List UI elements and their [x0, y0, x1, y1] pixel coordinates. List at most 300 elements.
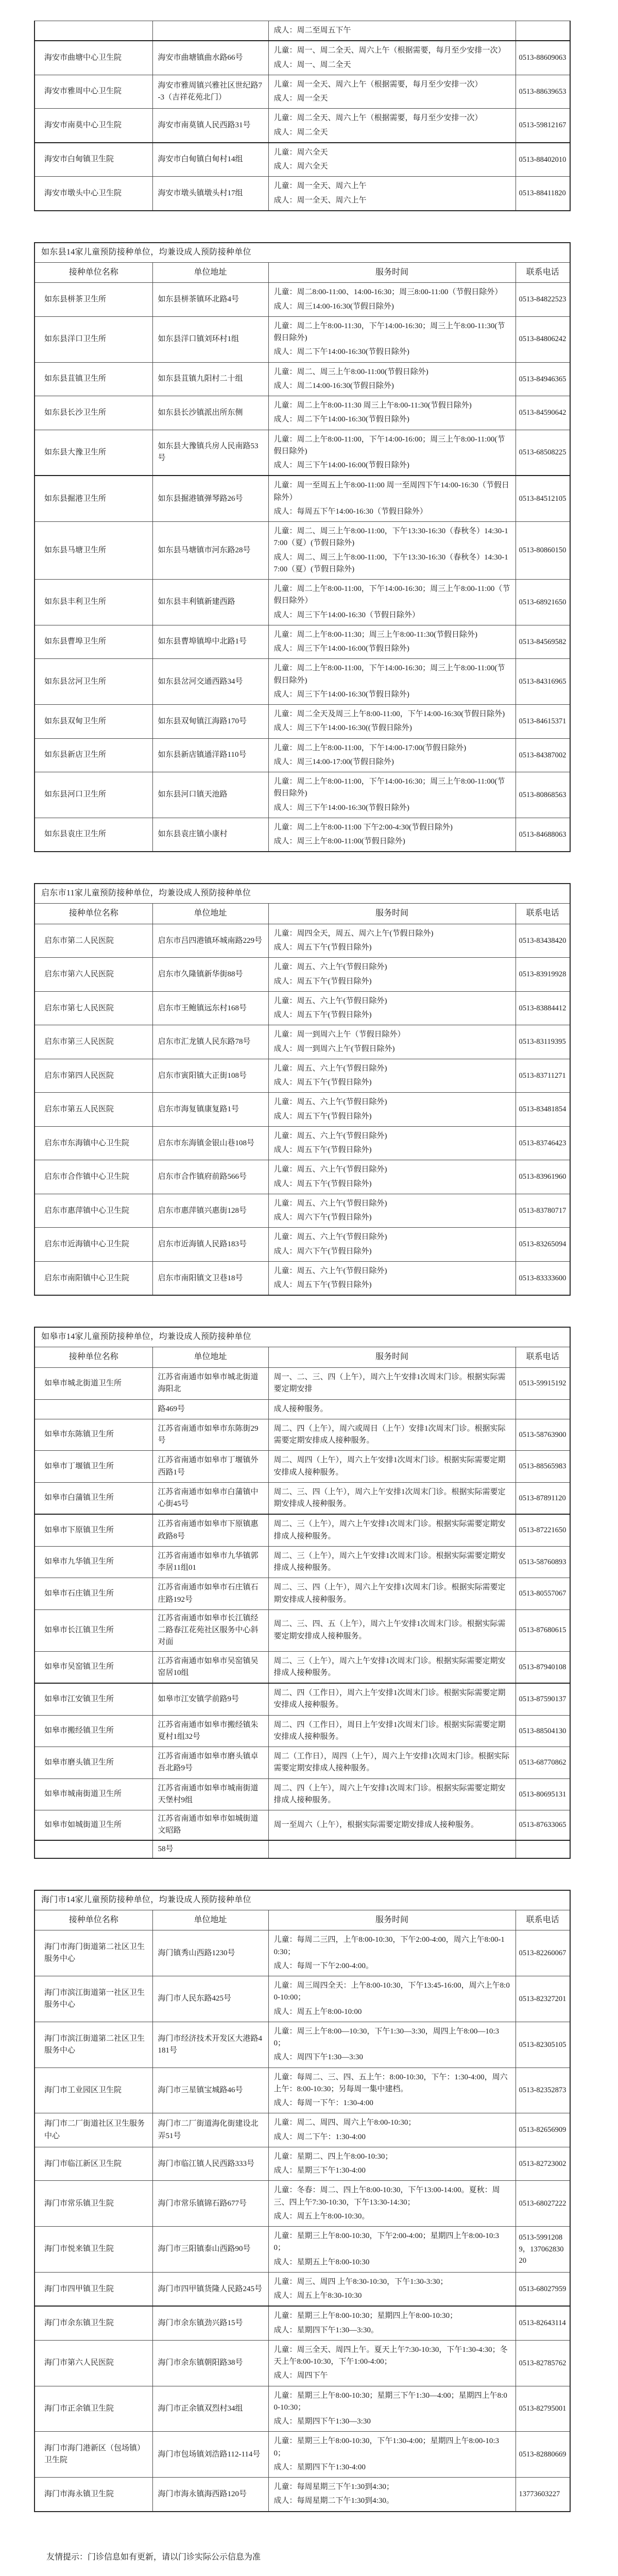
- table-row: [35, 177, 570, 211]
- service-time-line: 儿童：周五、六上午(节假日除外): [273, 1199, 387, 1208]
- unit-address-cell: 启东市东海镇金银山巷108号: [152, 1126, 268, 1160]
- unit-name-cell: 海安市墩头中心卫生院: [35, 177, 152, 211]
- service-time-line: 成人：周四下午: [273, 2371, 328, 2380]
- service-time-line: 儿童：星期二、四上午8:00-10:30；: [273, 2152, 393, 2161]
- service-time-line: 成人：周二下午14:00-16:30(节假日除外): [273, 348, 409, 357]
- service-time-cell: [268, 1683, 516, 1715]
- tables-root: [34, 21, 618, 2512]
- unit-address-cell: 路469号: [152, 1399, 268, 1419]
- service-time-line: 儿童：周六全天: [273, 148, 328, 157]
- unit-address-cell: 江苏省南通市如皋市如城街道文昭路: [152, 1810, 268, 1840]
- contact-phone-cell: 0513-87940108: [516, 1651, 570, 1683]
- service-time-cell: [268, 109, 516, 143]
- table-row: [35, 1651, 570, 1683]
- unit-address-cell: 启东市惠萍镇兴惠街128号: [152, 1194, 268, 1228]
- service-time-line: 周一、二、三、四（上午），周六上午安排1次周末门诊。根据实际需要定期安排: [273, 1373, 506, 1394]
- service-time-line: 儿童：周三、周四 上午8:30-10:30，下午1:30-3:30；: [273, 2277, 448, 2286]
- service-time-line: 儿童：周五、六上午(节假日除外): [273, 1266, 387, 1275]
- service-time-cell: [268, 1451, 516, 1483]
- service-time-line: 成人：星期四下午1:30—3:30: [273, 2417, 371, 2426]
- service-time-line: 周二、四（工作日），周六上午安排1次周末门诊。根据实际需要定期安排成人接种服务。: [273, 1689, 506, 1709]
- table-row: [35, 580, 570, 625]
- table-row: [35, 772, 570, 818]
- table-row: [35, 2227, 570, 2273]
- service-time-line: 成人：周三下午14:00-16:30((节假日除外): [273, 724, 412, 733]
- vaccination-table-rudong: [34, 242, 571, 853]
- column-header-address: 单位地址: [152, 1347, 268, 1368]
- contact-phone-cell: 0513-88609063: [516, 41, 570, 75]
- unit-name-cell: 海安市雅周中心卫生院: [35, 75, 152, 109]
- service-time-cell: [268, 2227, 516, 2273]
- unit-name-cell: 海安市曲塘中心卫生院: [35, 41, 152, 75]
- service-time-line: 儿童：周五、六上午(节假日除外): [273, 1064, 387, 1073]
- table-row: [35, 2306, 570, 2340]
- unit-address-cell: 如东县河口镇天池路: [152, 772, 268, 818]
- service-time-line: 儿童：星期三上午8:00-10:30，下午2:00-4:00；星期四上午8:00-10:30；: [273, 2232, 499, 2252]
- service-time-cell: [268, 75, 516, 109]
- service-time-line: 儿童：周二8:00-11:00、14:00-16:30；周三8:00-11:00（节假日除外）: [273, 288, 503, 297]
- service-time-cell: [268, 705, 516, 739]
- column-header-name: 接种单位名称: [35, 1347, 152, 1368]
- service-time-line: 儿童：每周二三四，上午8:00-10:30，下午2:00-4:00，周六上午8:00-10:30；: [273, 1936, 505, 1956]
- service-time-line: 儿童：周二全天及周三上午8:00-11:00，下午14:00-16:30(节假日除外): [273, 710, 505, 719]
- contact-phone-cell: 0513-82723002: [516, 2147, 570, 2181]
- unit-address-cell: 海安市南莫镇人民西路31号: [152, 109, 268, 143]
- unit-name-cell: 如皋市石庄镇卫生所: [35, 1578, 152, 1610]
- service-time-line: 成人：周五上午8:00-10:30。: [273, 2212, 370, 2221]
- service-time-line: 儿童：周三周四全天：上午8:00-10:30，下午13:45-16:00，周六上午8:00-10:00；: [273, 1981, 510, 2002]
- unit-name-cell: 如皋市江安镇卫生所: [35, 1683, 152, 1715]
- unit-address-cell: 启东市寅阳镇大正街108号: [152, 1059, 268, 1093]
- table-row: [35, 1778, 570, 1810]
- unit-address-cell: [152, 21, 268, 41]
- unit-address-cell: 江苏省南通市如皋市城南街道天堡村9组: [152, 1778, 268, 1810]
- unit-address-cell: 如东县新店镇通洋路110号: [152, 738, 268, 772]
- service-time-line: 成人：周五下午(节假日除外): [273, 1078, 372, 1087]
- contact-phone-cell: 0513-80695131: [516, 1778, 570, 1810]
- unit-name-cell: 海安市南莫中心卫生院: [35, 109, 152, 143]
- contact-phone-cell: 0513-82260067: [516, 1930, 570, 1976]
- contact-phone-cell: 0513-59915192: [516, 1368, 570, 1400]
- unit-name-cell: 如皋市城南街道卫生所: [35, 1778, 152, 1810]
- section-title: 如东县14家儿童预防接种单位，均兼设成人预防接种单位: [35, 243, 570, 262]
- unit-address-cell: 如东县大豫镇兵房人民南路53号: [152, 430, 268, 476]
- service-time-line: 儿童：周二、周三上午8:00-11:00，下午13:30-16:30（春秋冬）14:30-17:00（夏）(节假日除外): [273, 527, 508, 548]
- unit-address-cell: 如东县马塘镇市河东路28号: [152, 522, 268, 580]
- unit-address-cell: 海门市包场镇刘浩路112-114号: [152, 2432, 268, 2478]
- service-time-cell: [268, 1810, 516, 1840]
- contact-phone-cell: 0513-82795001: [516, 2386, 570, 2432]
- table-row: [35, 2272, 570, 2306]
- column-header-name: 接种单位名称: [35, 262, 152, 283]
- table-row: [35, 2181, 570, 2227]
- unit-name-cell: 如东县曹埠卫生所: [35, 625, 152, 659]
- service-time-cell: [268, 2067, 516, 2113]
- service-time-cell: [268, 1482, 516, 1514]
- section-title: 启东市11家儿童预防接种单位，均兼设成人预防接种单位: [35, 884, 570, 903]
- contact-phone-cell: 0513-82785762: [516, 2340, 570, 2386]
- service-time-line: 周一至周六（上午），根据实际需要定期安排成人接种服务。: [273, 1820, 479, 1829]
- unit-address-cell: 江苏省南通市如皋市城北街道海阳北: [152, 1368, 268, 1400]
- service-time-line: 成人：每周一下午2:00-4:00。: [273, 1961, 373, 1970]
- service-time-cell: [268, 1930, 516, 1976]
- contact-phone-cell: 0513-88639653: [516, 75, 570, 109]
- unit-address-cell: 江苏省南通市如皋市搬经镇朱夏村1组32号: [152, 1715, 268, 1747]
- service-time-line: 成人：周二14:00-16:30(节假日除外): [273, 381, 394, 390]
- service-time-cell: [268, 2272, 516, 2306]
- unit-address-cell: 如东县曹埠镇埠中北路1号: [152, 625, 268, 659]
- unit-name-cell: 海门市海门街道第二社区卫生服务中心: [35, 1930, 152, 1976]
- service-time-line: 成人：每周星期二下午1:30到4:30。: [273, 2497, 394, 2505]
- unit-name-cell: 如皋市长江镇卫生所: [35, 1609, 152, 1651]
- unit-address-cell: 如东县洋口镇刘环村1组: [152, 316, 268, 362]
- service-time-cell: [268, 1399, 516, 1419]
- service-time-cell: [268, 21, 516, 41]
- service-time-line: 周二、三（上午），周六上午安排1次周末门诊。根据实际需要定期安排成人接种服务。: [273, 1551, 506, 1572]
- contact-phone-cell: [516, 1399, 570, 1419]
- service-time-cell: [268, 396, 516, 430]
- unit-name-cell: 如东县双甸卫生所: [35, 705, 152, 739]
- service-time-line: 儿童：周一、周二全天、周六上午（根据需要，每月至少安排一次）: [273, 46, 506, 55]
- column-header-address: 单位地址: [152, 904, 268, 924]
- column-header-name: 接种单位名称: [35, 1910, 152, 1930]
- unit-address-cell: 海安市白甸镇白甸村14组: [152, 143, 268, 177]
- service-time-line: 成人：星期四下午1:30—3:30。: [273, 2326, 379, 2334]
- service-time-line: 儿童：星期三上午8:00-10:30；星期三下午1:30—4:00；星期四上午8:00-10:30；: [273, 2391, 507, 2412]
- table-row: [35, 1126, 570, 1160]
- service-time-line: 周二、三、四、五（上午），周六上午安排1次周末门诊。根据实际需要定期安排成人接种服务。: [273, 1620, 506, 1640]
- service-time-cell: [268, 177, 516, 211]
- unit-name-cell: 启东市近海镇中心卫生院: [35, 1228, 152, 1262]
- unit-name-cell: 海门市余东镇卫生院: [35, 2306, 152, 2340]
- table-row: [35, 2022, 570, 2067]
- service-time-cell: [268, 1160, 516, 1194]
- service-time-cell: [268, 1747, 516, 1779]
- service-time-line: 成人：周六下午(节假日除外): [273, 1213, 372, 1222]
- column-header-address: 单位地址: [152, 1910, 268, 1930]
- column-header-time: 服务时间: [268, 904, 516, 924]
- unit-address-cell: 海门市四甲镇货隆人民路245号: [152, 2272, 268, 2306]
- contact-phone-cell: 0513-83780717: [516, 1194, 570, 1228]
- unit-name-cell: 如东县袁庄卫生所: [35, 818, 152, 852]
- unit-address-cell: 58号: [152, 1840, 268, 1858]
- service-time-line: 儿童：星期三上午8:00-10:30；星期四上午8:00-10:30；: [273, 2312, 458, 2320]
- vaccination-table-haian: [34, 21, 571, 211]
- contact-phone-cell: 0513-84615371: [516, 705, 570, 739]
- unit-name-cell: 如东县苴镇卫生所: [35, 362, 152, 396]
- unit-name-cell: 海门市常乐镇卫生院: [35, 2181, 152, 2227]
- service-time-line: 成人：周二下午14:00-16:30(节假日除外): [273, 415, 409, 424]
- service-time-cell: [268, 1578, 516, 1610]
- unit-name-cell: 启东市惠萍镇中心卫生院: [35, 1194, 152, 1228]
- contact-phone-cell: 0513-87590137: [516, 1683, 570, 1715]
- service-time-cell: [268, 143, 516, 177]
- unit-address-cell: 江苏省南通市如皋市吴窑镇吴窑居10组: [152, 1651, 268, 1683]
- unit-name-cell: 海门市工业园区卫生院: [35, 2067, 152, 2113]
- unit-name-cell: 启东市合作镇中心卫生院: [35, 1160, 152, 1194]
- service-time-line: 周二、三（上午），周六上午安排1次周末门诊。根据实际需要定期安排成人接种服务。: [273, 1520, 506, 1540]
- table-row: [35, 958, 570, 992]
- table-row: [35, 738, 570, 772]
- contact-phone-cell: 0513-59812167: [516, 109, 570, 143]
- unit-address-cell: 如东县岔河交通西路34号: [152, 659, 268, 705]
- table-row: [35, 362, 570, 396]
- service-time-cell: [268, 522, 516, 580]
- contact-phone-cell: 0513-83481854: [516, 1093, 570, 1127]
- service-time-line: 成人：星期四下午1:30-4:00: [273, 2463, 366, 2471]
- contact-phone-cell: 0513-82327201: [516, 1976, 570, 2022]
- service-time-cell: [268, 1368, 516, 1400]
- unit-address-cell: 如东县栟茶镇环北路4号: [152, 283, 268, 317]
- service-time-line: 成人：周五下午(节假日除外): [273, 1281, 372, 1290]
- table-row: [35, 1025, 570, 1059]
- column-header-phone: 联系电话: [516, 1347, 570, 1368]
- service-time-line: 成人：周二全天: [273, 128, 328, 137]
- unit-address-cell: 海门市二厂街道海化街建设北弄51号: [152, 2113, 268, 2147]
- service-time-line: 成人：周五下午(节假日除外): [273, 1011, 372, 1020]
- service-time-line: 成人：周三下午14:00-16:00(节假日除外): [273, 461, 409, 470]
- unit-name-cell: 启东市第六人民医院: [35, 958, 152, 992]
- service-time-line: 儿童：周一全天、周六上午: [273, 182, 367, 191]
- service-time-line: 儿童：周二上午8:00-11:00，下午14:00-16:30；周三上午8:00-11:00（节假日除外）: [273, 585, 510, 605]
- contact-phone-cell: [516, 21, 570, 41]
- contact-phone-cell: 0513-82643114: [516, 2306, 570, 2340]
- unit-address-cell: 海门市余东镇劲兴路15号: [152, 2306, 268, 2340]
- service-time-cell: [268, 1194, 516, 1228]
- unit-address-cell: 江苏省南通市如皋市长江镇经二路春江花苑社区服务中心斜对面: [152, 1609, 268, 1651]
- contact-phone-cell: 0513-87891120: [516, 1482, 570, 1514]
- service-time-line: [274, 1848, 510, 1850]
- service-time-line: 成人：周三上午8:00-11:00(节假日除外): [273, 837, 405, 846]
- service-time-cell: [268, 2113, 516, 2147]
- contact-phone-cell: 0513-83919928: [516, 958, 570, 992]
- service-time-line: 成人：周一全天、周六上午: [273, 196, 367, 205]
- service-time-line: 儿童：周五、六上午(节假日除外): [273, 963, 387, 972]
- service-time-line: 成人：周二、周三上午8:00-11:00，下午13:30-16:30（春秋冬）14:30-17:00（夏）(节假日除外): [273, 553, 508, 573]
- unit-name-cell: 海门市正余镇卫生院: [35, 2386, 152, 2432]
- column-header-phone: 联系电话: [516, 904, 570, 924]
- service-time-cell: [268, 1093, 516, 1127]
- contact-phone-cell: 0513-80860150: [516, 522, 570, 580]
- contact-phone-cell: 13773603227: [516, 2478, 570, 2512]
- service-time-cell: [268, 1976, 516, 2022]
- table-row: [35, 2067, 570, 2113]
- table-row: [35, 143, 570, 177]
- service-time-line: 成人：周三下午14:00-16:30(节假日除外): [273, 690, 409, 699]
- unit-name-cell: 海门市四甲镇卫生院: [35, 2272, 152, 2306]
- contact-phone-cell: 0513-83333600: [516, 1261, 570, 1295]
- unit-address-cell: 江苏省南通市如皋市磨头镇卓吾北路9号: [152, 1747, 268, 1779]
- service-time-line: 儿童：周一至周五上午8:00-11:00 周一至周四下午14:00-16:30（节假日除外）: [273, 481, 509, 502]
- service-time-line: 周二、三、四（上午），周六上午安排1次周末门诊。根据实际需要定期安排成人接种服务。: [273, 1583, 506, 1604]
- service-time-line: 成人：每周一下午：1:30-4:00: [273, 2099, 373, 2108]
- service-time-line: 儿童：星期三上午8:00-10:30，下午1:30-4:00；星期四上午8:00-10:30；: [273, 2437, 499, 2458]
- service-time-line: 儿童：周二上午8:00-11:00，下午14:00-17:00(节假日除外): [273, 743, 467, 752]
- table-row: [35, 2340, 570, 2386]
- service-time-line: 周二、三（上午），周六上午安排1次周末门诊。根据实际需要定期安排成人接种服务。: [273, 1656, 506, 1677]
- service-time-cell: [268, 283, 516, 317]
- service-time-line: 儿童：周五、六上午(节假日除外): [273, 1131, 387, 1140]
- unit-address-cell: 启东市吕四港镇环城南路229号: [152, 924, 268, 958]
- service-time-line: 儿童：周二、周四、周六上午8:00-10:30；: [273, 2119, 416, 2127]
- service-time-cell: [268, 738, 516, 772]
- contact-phone-cell: 0513-88402010: [516, 143, 570, 177]
- service-time-line: 成人：周五上午8:00-10:00: [273, 2007, 362, 2016]
- unit-address-cell: 如皋市江安镇学前路9号: [152, 1683, 268, 1715]
- service-time-cell: [268, 1546, 516, 1578]
- column-header-phone: 联系电话: [516, 1910, 570, 1930]
- contact-phone-cell: 0513-80557067: [516, 1578, 570, 1610]
- service-time-line: 成人：周三下午14:00-16:30（节假日除外）: [273, 611, 420, 619]
- contact-phone-cell: 0513-82656909: [516, 2113, 570, 2147]
- unit-name-cell: 如皋市如城街道卫生所: [35, 1810, 152, 1840]
- contact-phone-cell: 0513-83711271: [516, 1059, 570, 1093]
- table-row: [35, 1261, 570, 1295]
- unit-address-cell: 海安市雅周镇兴雅社区世纪路7-3（吉祥花苑北门）: [152, 75, 268, 109]
- unit-address-cell: 如东县袁庄镇小康村: [152, 818, 268, 852]
- service-time-line: 儿童：周二上午8:00-11:30 周三上午8:00-11:30(节假日除外): [273, 401, 472, 410]
- unit-name-cell: 如东县大豫卫生所: [35, 430, 152, 476]
- table-row: [35, 1194, 570, 1228]
- unit-address-cell: 海门市余东镇朝阳路38号: [152, 2340, 268, 2386]
- service-time-line: 儿童：周一到周六上午（节假日除外）: [273, 1030, 405, 1039]
- service-time-line: 成人：周六全天: [273, 162, 328, 171]
- service-time-line: 儿童：周五、六上午(节假日除外): [273, 1098, 387, 1107]
- service-time-line: 周二（工作日），周四（上午），周六上午安排1次周末门诊。根据实际需要定期安排成人接种服务。: [273, 1752, 510, 1773]
- contact-phone-cell: 0513-68921650: [516, 580, 570, 625]
- unit-name-cell: 如皋市城北街道卫生所: [35, 1368, 152, 1400]
- service-time-line: 儿童：周二上午8:00-11:30，下午14:00-16:30；周三上午8:00-11:30(节假日除外): [273, 321, 505, 343]
- unit-name-cell: 海门市海永镇卫生院: [35, 2478, 152, 2512]
- unit-name-cell: 如东县长沙卫生所: [35, 396, 152, 430]
- contact-phone-cell: 0513-82352873: [516, 2067, 570, 2113]
- service-time-line: 成人：星期五上午8:00-10:30: [273, 2258, 370, 2266]
- service-time-cell: [268, 1840, 516, 1858]
- table-row: [35, 1683, 570, 1715]
- service-time-cell: [268, 1126, 516, 1160]
- unit-name-cell: 如皋市丁堰镇卫生所: [35, 1451, 152, 1483]
- unit-address-cell: 海门市人民东路425号: [152, 1976, 268, 2022]
- unit-address-cell: 启东市合作镇府前路566号: [152, 1160, 268, 1194]
- service-time-cell: [268, 2478, 516, 2512]
- unit-address-cell: 海门市正余镇双烈村34组: [152, 2386, 268, 2432]
- contact-phone-cell: 0513-68027222: [516, 2181, 570, 2227]
- service-time-line: 儿童：每周星期三下午1:30到4:30；: [273, 2483, 394, 2492]
- unit-name-cell: 如东县岔河卫生所: [35, 659, 152, 705]
- unit-name-cell: 如皋市下原镇卫生所: [35, 1514, 152, 1546]
- unit-name-cell: 启东市第四人民医院: [35, 1059, 152, 1093]
- unit-address-cell: 如东县长沙镇派出所东侧: [152, 396, 268, 430]
- contact-phone-cell: 0513-84316965: [516, 659, 570, 705]
- table-row: [35, 1419, 570, 1451]
- unit-name-cell: 如皋市白蒲镇卫生所: [35, 1482, 152, 1514]
- table-row: [35, 1930, 570, 1976]
- table-row: [35, 1810, 570, 1840]
- unit-address-cell: 启东市王鲍镇远东村168号: [152, 991, 268, 1025]
- service-time-cell: [268, 958, 516, 992]
- service-time-line: 儿童：周五、六上午(节假日除外): [273, 1165, 387, 1174]
- contact-phone-cell: 0513-58763900: [516, 1419, 570, 1451]
- table-row: [35, 430, 570, 476]
- table-row: [35, 991, 570, 1025]
- table-row: [35, 2478, 570, 2512]
- service-time-cell: [268, 818, 516, 852]
- service-time-line: 儿童：周五、六上午(节假日除外): [273, 996, 387, 1005]
- unit-name-cell: 启东市第五人民医院: [35, 1093, 152, 1127]
- service-time-cell: [268, 2432, 516, 2478]
- table-row: [35, 1399, 570, 1419]
- service-time-cell: [268, 2147, 516, 2181]
- contact-phone-cell: 0513-88411820: [516, 177, 570, 211]
- unit-name-cell: [35, 1840, 152, 1858]
- unit-address-cell: 江苏省南通市如皋市白蒲镇中心街45号: [152, 1482, 268, 1514]
- service-time-line: 成人：周五下午(节假日除外): [273, 977, 372, 986]
- service-time-cell: [268, 1715, 516, 1747]
- service-time-line: 周二、周四（上午），周六上午安排1次周末门诊。根据实际需要定期安排成人接种服务。: [273, 1456, 506, 1477]
- contact-phone-cell: 0513-88565983: [516, 1451, 570, 1483]
- contact-phone-cell: 0513-84512105: [516, 476, 570, 521]
- service-time-line: 周二、四（上午），周六或周日（上午）安排1次周末门诊。根据实际需要定期安排成人接种服务。: [273, 1424, 506, 1445]
- table-row: [35, 1715, 570, 1747]
- unit-name-cell: 启东市第七人民医院: [35, 991, 152, 1025]
- table-row: [35, 476, 570, 521]
- service-time-line: 儿童：周二、周三上午8:00-11:00(节假日除外): [273, 367, 428, 376]
- table-row: [35, 1228, 570, 1262]
- contact-phone-cell: 0513-68770862: [516, 1747, 570, 1779]
- service-time-line: 儿童：周二上午8:00-11:00，下午14:00-16:30；周三上午8:00-11:00(节假日除外): [273, 664, 505, 685]
- table-row: [35, 625, 570, 659]
- unit-address-cell: 江苏省南通市如皋市九华镇郭李居11组01: [152, 1546, 268, 1578]
- contact-phone-cell: 0513-83438420: [516, 924, 570, 958]
- service-time-line: 周二、三、四（上午），周六上午安排1次周末门诊。根据实际需要定期安排成人接种服务。: [273, 1487, 506, 1509]
- service-time-line: 成人：周四下午1:30—3:30: [273, 2053, 363, 2062]
- service-time-cell: [268, 772, 516, 818]
- service-time-cell: [268, 924, 516, 958]
- service-time-line: 成人：周一到周六上午(节假日除外): [273, 1044, 395, 1053]
- contact-phone-cell: 0513-82880669: [516, 2432, 570, 2478]
- table-row: [35, 396, 570, 430]
- unit-name-cell: [35, 21, 152, 41]
- service-time-line: 成人：周六下午(节假日除外): [273, 1247, 372, 1256]
- unit-name-cell: 海门市滨江街道第一社区卫生服务中心: [35, 1976, 152, 2022]
- contact-phone-cell: 0513-84387002: [516, 738, 570, 772]
- unit-address-cell: 海门市临江镇人民西路333号: [152, 2147, 268, 2181]
- unit-address-cell: 海门市三星镇宝城路46号: [152, 2067, 268, 2113]
- table-row: [35, 1976, 570, 2022]
- contact-phone-cell: 0513-83119395: [516, 1025, 570, 1059]
- contact-phone-cell: 0513-88504130: [516, 1715, 570, 1747]
- service-time-line: 周二、四（上午），周六上午安排1次周末门诊。根据实际需要定期安排成人接种服务。: [273, 1784, 506, 1804]
- contact-phone-cell: 0513-84688063: [516, 818, 570, 852]
- vaccination-table-rugao: [34, 1327, 571, 1858]
- unit-address-cell: 如东县掘港镇弹琴路26号: [152, 476, 268, 521]
- contact-phone-cell: 0513-84822523: [516, 283, 570, 317]
- contact-phone-cell: 0513-87680615: [516, 1609, 570, 1651]
- unit-address-cell: 如东县丰利镇新建西路: [152, 580, 268, 625]
- service-time-line: 成人：周三下午14:00-16:00(节假日除外): [273, 645, 409, 653]
- table-row: [35, 1451, 570, 1483]
- column-header-address: 单位地址: [152, 262, 268, 283]
- unit-name-cell: 启东市南阳镇中心卫生院: [35, 1261, 152, 1295]
- service-time-cell: [268, 2340, 516, 2386]
- column-header-time: 服务时间: [268, 1910, 516, 1930]
- unit-name-cell: 海安市白甸镇卫生院: [35, 143, 152, 177]
- table-row: [35, 2432, 570, 2478]
- unit-name-cell: 如东县掘港卫生所: [35, 476, 152, 521]
- service-time-cell: [268, 659, 516, 705]
- unit-name-cell: 如东县洋口卫生所: [35, 316, 152, 362]
- table-row: [35, 2386, 570, 2432]
